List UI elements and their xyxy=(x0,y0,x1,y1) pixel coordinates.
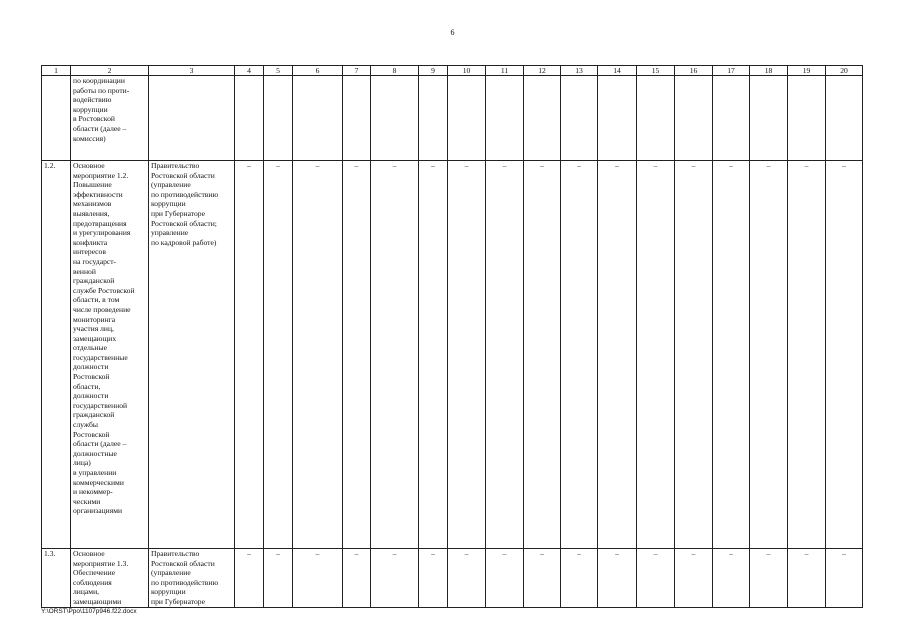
value-cell: – xyxy=(561,549,598,608)
row-number-cell xyxy=(42,76,71,161)
value-cell: – xyxy=(235,161,264,549)
table-body xyxy=(42,76,863,608)
value-cell: – xyxy=(486,161,524,549)
column-number-18: 18 xyxy=(750,66,788,76)
value-cell xyxy=(371,76,419,161)
column-number-6: 6 xyxy=(293,66,343,76)
executor-cell: Правительство Ростовской области (управление по противодействию коррупции при Губернаторе Ростовской области; управление по кадровой работе) xyxy=(149,161,235,549)
value-cell: – xyxy=(788,161,826,549)
value-cell: – xyxy=(598,549,637,608)
value-cell: – xyxy=(448,549,486,608)
value-cell: – xyxy=(675,549,713,608)
value-cell xyxy=(675,76,713,161)
value-cell xyxy=(637,76,675,161)
event-name-cell: Основное мероприятие 1.2. Повышение эффективности механизмов выявления, предотвращения и урегулирования конфликта интересов на государст- венной гражданской службе Ростовской области, в том числе проведение мониторинга участия лиц, замещающих отдельные государственные должности Ростовской области, должности государственной гражданской службы Ростовской области (далее – должностные лица) в управлении коммерческими и некоммер- ческими организациями xyxy=(71,161,149,549)
column-number-16: 16 xyxy=(675,66,713,76)
value-cell: – xyxy=(293,549,343,608)
column-number-11: 11 xyxy=(486,66,524,76)
row-number-cell: 1.3. xyxy=(42,549,71,608)
value-cell: – xyxy=(826,161,863,549)
column-number-9: 9 xyxy=(419,66,448,76)
value-cell: – xyxy=(448,161,486,549)
column-number-row xyxy=(42,66,863,76)
column-number-1: 1 xyxy=(42,66,71,76)
value-cell xyxy=(235,76,264,161)
column-number-5: 5 xyxy=(264,66,293,76)
value-cell xyxy=(826,76,863,161)
value-cell xyxy=(419,76,448,161)
value-cell xyxy=(486,76,524,161)
value-cell xyxy=(264,76,293,161)
column-number-3: 3 xyxy=(149,66,235,76)
column-number-14: 14 xyxy=(598,66,637,76)
column-number-20: 20 xyxy=(826,66,863,76)
value-cell: – xyxy=(264,549,293,608)
value-cell: – xyxy=(419,549,448,608)
value-cell: – xyxy=(524,549,561,608)
column-number-4: 4 xyxy=(235,66,264,76)
value-cell: – xyxy=(750,161,788,549)
column-number-19: 19 xyxy=(788,66,826,76)
value-cell: – xyxy=(343,161,371,549)
value-cell: – xyxy=(293,161,343,549)
value-cell: – xyxy=(750,549,788,608)
value-cell xyxy=(343,76,371,161)
value-cell: – xyxy=(675,161,713,549)
value-cell: – xyxy=(524,161,561,549)
program-table xyxy=(41,65,863,608)
value-cell xyxy=(750,76,788,161)
value-cell xyxy=(448,76,486,161)
column-number-12: 12 xyxy=(524,66,561,76)
value-cell: – xyxy=(486,549,524,608)
column-number-8: 8 xyxy=(371,66,419,76)
value-cell: – xyxy=(713,549,750,608)
value-cell xyxy=(524,76,561,161)
table-row xyxy=(42,76,863,161)
table-row xyxy=(42,549,863,608)
column-number-17: 17 xyxy=(713,66,750,76)
event-name-cell: по координации работы по проти- водействию коррупции в Ростовской области (далее – комиссия) xyxy=(71,76,149,161)
page-number: 6 xyxy=(450,28,455,37)
value-cell: – xyxy=(788,549,826,608)
value-cell: – xyxy=(561,161,598,549)
column-number-15: 15 xyxy=(637,66,675,76)
value-cell: – xyxy=(264,161,293,549)
value-cell: – xyxy=(371,161,419,549)
value-cell: – xyxy=(713,161,750,549)
column-number-13: 13 xyxy=(561,66,598,76)
column-number-7: 7 xyxy=(343,66,371,76)
value-cell: – xyxy=(343,549,371,608)
file-path-footer: Y:\ORST\Ppo\1107p946.f22.docx xyxy=(41,608,137,615)
value-cell: – xyxy=(598,161,637,549)
table-row xyxy=(42,161,863,549)
executor-cell: Правительство Ростовской области (управление по противодействию коррупции при Губернаторе xyxy=(149,549,235,608)
value-cell: – xyxy=(637,549,675,608)
value-cell xyxy=(598,76,637,161)
value-cell xyxy=(713,76,750,161)
value-cell: – xyxy=(637,161,675,549)
value-cell xyxy=(788,76,826,161)
executor-cell xyxy=(149,76,235,161)
value-cell: – xyxy=(371,549,419,608)
column-number-10: 10 xyxy=(448,66,486,76)
event-name-cell: Основное мероприятие 1.3. Обеспечение соблюдения лицами, замещающими xyxy=(71,549,149,608)
value-cell xyxy=(561,76,598,161)
value-cell xyxy=(293,76,343,161)
column-number-2: 2 xyxy=(71,66,149,76)
value-cell: – xyxy=(419,161,448,549)
value-cell: – xyxy=(826,549,863,608)
value-cell: – xyxy=(235,549,264,608)
row-number-cell: 1.2. xyxy=(42,161,71,549)
